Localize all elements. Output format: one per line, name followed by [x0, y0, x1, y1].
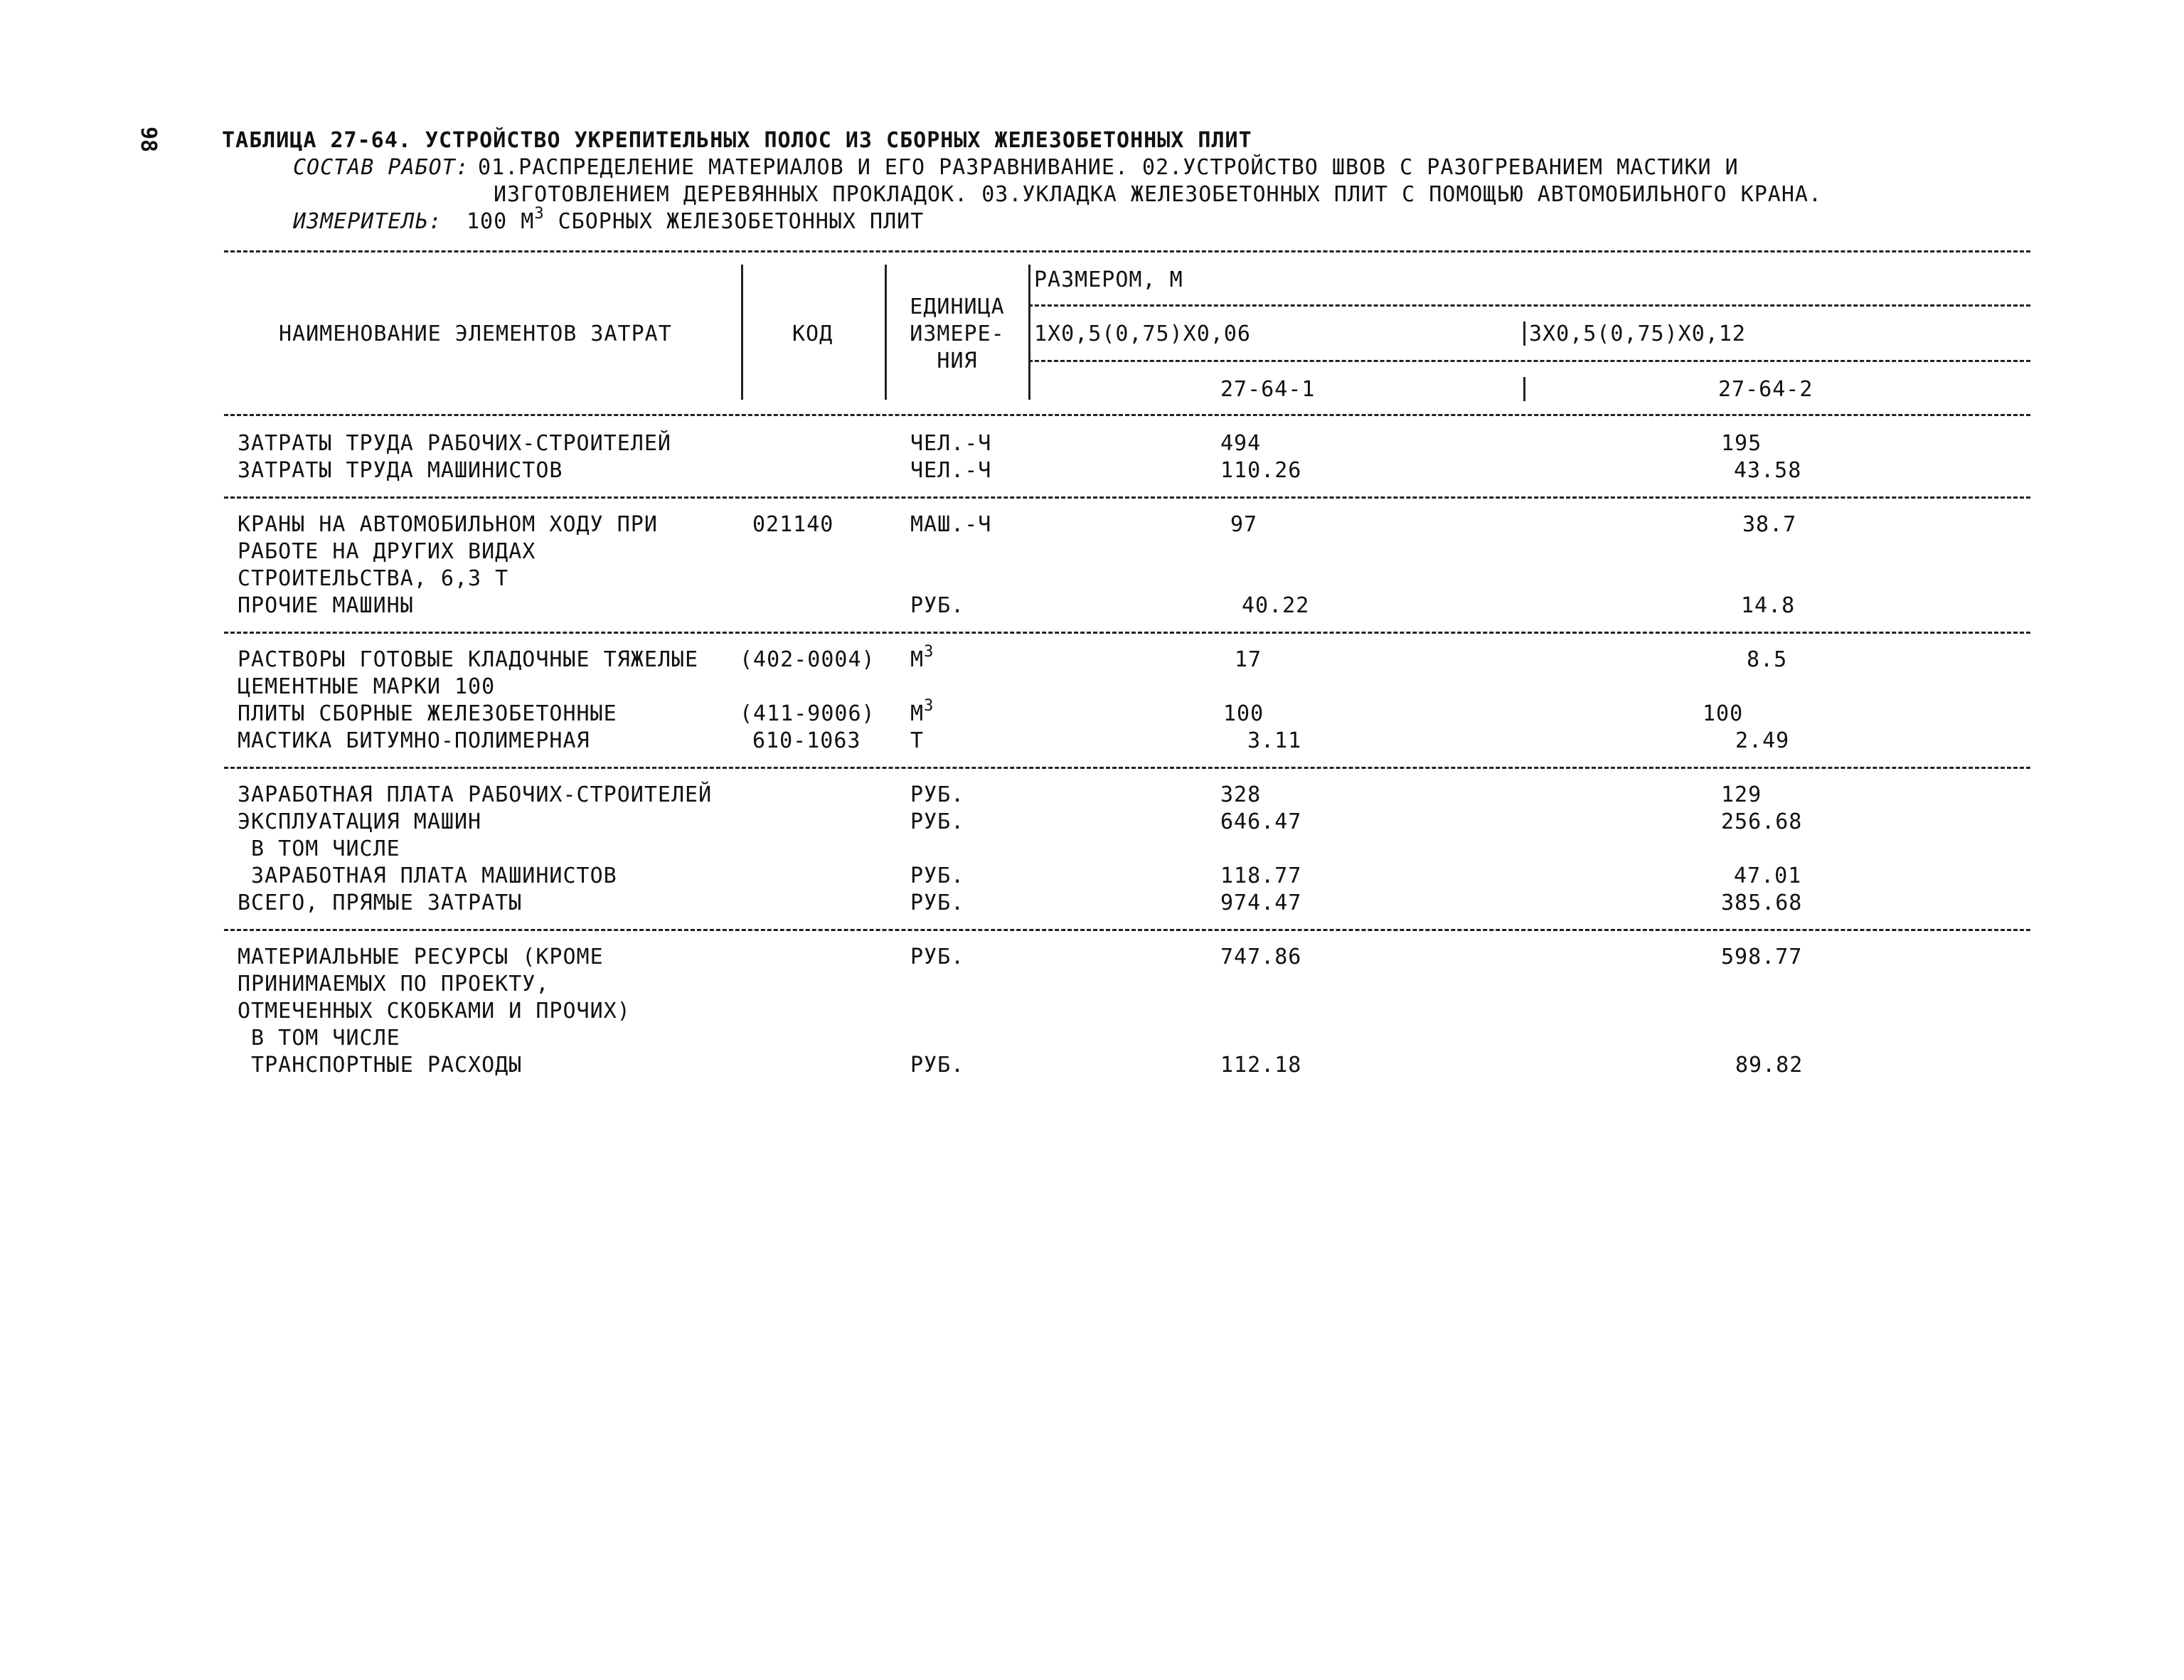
row-value-2: 8.5 [1747, 647, 1788, 672]
row-name: МАТЕРИАЛЬНЫЕ РЕСУРСЫ (КРОМЕ [238, 945, 604, 969]
row-value-1: 110.26 [1220, 458, 1302, 483]
row-value-2: 2.49 [1735, 728, 1790, 753]
row-value-2: 89.82 [1735, 1053, 1804, 1078]
row-name: СТРОИТЕЛЬСТВА, 6,3 Т [238, 566, 509, 591]
size-subheader-rule [1028, 360, 2030, 362]
row-name: ЦЕМЕНТНЫЕ МАРКИ 100 [238, 674, 496, 699]
column-separator-code-unit [885, 265, 887, 400]
row-name: ЗАТРАТЫ ТРУДА РАБОЧИХ-СТРОИТЕЛЕЙ [238, 431, 671, 456]
column-header-unit-line-1: ЕДИНИЦА [910, 294, 1005, 319]
work-composition-line-2: ИЗГОТОВЛЕНИЕМ ДЕРЕВЯННЫХ ПРОКЛАДОК. 03.УКЛАДКА ЖЕЛЕЗОБЕТОННЫХ ПЛИТ С ПОМОЩЬЮ АВТОМОБИЛЬНОГО КРАНА. [494, 182, 1823, 207]
row-value-2: 385.68 [1721, 890, 1803, 915]
row-value-1: 17 [1235, 647, 1262, 672]
row-unit: ЧЕЛ.-Ч [910, 431, 992, 456]
row-name: ПРОЧИЕ МАШИНЫ [238, 593, 414, 618]
work-composition-line-1: 01.РАСПРЕДЕЛЕНИЕ МАТЕРИАЛОВ И ЕГО РАЗРАВНИВАНИЕ. 02.УСТРОЙСТВО ШВОВ С РАЗОГРЕВАНИЕМ МАСТИКИ И [478, 155, 1739, 180]
group-separator-1 [224, 496, 2030, 499]
row-unit: МАШ.-Ч [910, 512, 992, 537]
row-value-1: 974.47 [1220, 890, 1302, 915]
row-value-2: 195 [1721, 431, 1762, 456]
row-name: В ТОМ ЧИСЛЕ [238, 1026, 400, 1051]
row-unit: РУБ. [910, 890, 965, 915]
row-value-2: 38.7 [1742, 512, 1797, 537]
header-bottom-rule [224, 414, 2030, 416]
header-top-rule [224, 250, 2030, 252]
row-unit: Т [910, 728, 925, 753]
row-unit: РУБ. [910, 1053, 965, 1078]
row-unit: РУБ. [910, 863, 965, 888]
row-name: ЗАТРАТЫ ТРУДА МАШИНИСТОВ [238, 458, 563, 483]
row-value-1: 40.22 [1242, 593, 1310, 618]
row-unit: РУБ. [910, 945, 965, 969]
meter-label: ИЗМЕРИТЕЛЬ: [293, 209, 442, 234]
row-value-1: 97 [1230, 512, 1258, 537]
column-separator-name-code [741, 265, 743, 400]
row-value-1: 112.18 [1220, 1053, 1302, 1078]
row-name: ВСЕГО, ПРЯМЫЕ ЗАТРАТЫ [238, 890, 523, 915]
row-value-1: 494 [1220, 431, 1262, 456]
row-unit: РУБ. [910, 809, 965, 834]
row-name: ТРАНСПОРТНЫЕ РАСХОДЫ [238, 1053, 523, 1078]
column-header-code: КОД [792, 321, 833, 346]
row-unit: РУБ. [910, 593, 965, 618]
row-unit: РУБ. [910, 782, 965, 807]
row-name: В ТОМ ЧИСЛЕ [238, 836, 400, 861]
row-unit-sup: 3 [924, 643, 934, 661]
row-value-2: 256.68 [1721, 809, 1803, 834]
row-value-1: 118.77 [1220, 863, 1302, 888]
row-value-1: 100 [1223, 701, 1264, 726]
row-value-2: 100 [1703, 701, 1744, 726]
row-unit-sup: 3 [924, 697, 934, 715]
row-name: РАБОТЕ НА ДРУГИХ ВИДАХ [238, 539, 536, 564]
column-separator-unit-values [1028, 265, 1030, 400]
row-name: ЗАРАБОТНАЯ ПЛАТА МАШИНИСТОВ [238, 863, 617, 888]
row-name: ЭКСПЛУАТАЦИЯ МАШИН [238, 809, 482, 834]
row-unit: ЧЕЛ.-Ч [910, 458, 992, 483]
column-header-size-2: 3Х0,5(0,75)Х0,12 [1529, 321, 1746, 346]
row-value-1: 3.11 [1247, 728, 1302, 753]
row-value-2: 129 [1721, 782, 1762, 807]
column-header-size: РАЗМЕРОМ, М [1034, 267, 1183, 292]
row-name: ЗАРАБОТНАЯ ПЛАТА РАБОЧИХ-СТРОИТЕЛЕЙ [238, 782, 713, 807]
row-value-1: 747.86 [1220, 945, 1302, 969]
column-separator-size [1523, 321, 1525, 346]
size-header-rule [1028, 304, 2030, 307]
row-name: ПРИНИМАЕМЫХ ПО ПРОЕКТУ, [238, 972, 550, 996]
row-value-1: 646.47 [1220, 809, 1302, 834]
row-value-2: 14.8 [1741, 593, 1796, 618]
table-title: ТАБЛИЦА 27-64. УСТРОЙСТВО УКРЕПИТЕЛЬНЫХ ПОЛОС ИЗ СБОРНЫХ ЖЕЛЕЗОБЕТОННЫХ ПЛИТ [222, 128, 1252, 153]
row-unit [910, 643, 934, 675]
group-separator-2 [224, 632, 2030, 634]
column-header-size-1: 1Х0,5(0,75)Х0,06 [1034, 321, 1251, 346]
row-value-1: 328 [1220, 782, 1262, 807]
row-value-2: 598.77 [1721, 945, 1803, 969]
row-code: (411-9006) [740, 701, 875, 726]
column-separator-code [1523, 377, 1525, 401]
group-separator-4 [224, 929, 2030, 931]
row-name: ОТМЕЧЕННЫХ СКОБКАМИ И ПРОЧИХ) [238, 999, 631, 1024]
column-header-name: НАИМЕНОВАНИЕ ЭЛЕМЕНТОВ ЗАТРАТ [279, 321, 672, 346]
row-unit-base: М [910, 647, 925, 672]
column-header-unit-line-3: НИЯ [937, 349, 978, 373]
work-composition-label: СОСТАВ РАБОТ: [293, 155, 469, 180]
row-code: (402-0004) [740, 647, 875, 672]
column-header-code-2: 27-64-2 [1718, 377, 1813, 402]
row-name: РАСТВОРЫ ГОТОВЫЕ КЛАДОЧНЫЕ ТЯЖЕЛЫЕ [238, 647, 699, 672]
meter-value-post: СБОРНЫХ ЖЕЛЕЗОБЕТОННЫХ ПЛИТ [544, 209, 925, 234]
row-name: КРАНЫ НА АВТОМОБИЛЬНОМ ХОДУ ПРИ [238, 512, 658, 537]
row-unit [910, 697, 934, 729]
meter-value-sup: 3 [534, 205, 545, 223]
group-separator-3 [224, 767, 2030, 769]
row-code: 021140 [752, 512, 834, 537]
page-number: 98 [136, 127, 161, 153]
column-header-code-1: 27-64-1 [1220, 377, 1316, 402]
meter-value-pre: 100 М [467, 209, 535, 234]
row-unit-base: М [910, 701, 925, 726]
column-header-unit-line-2: ИЗМЕРЕ- [910, 321, 1005, 346]
row-value-2: 43.58 [1734, 458, 1802, 483]
row-code: 610-1063 [752, 728, 861, 753]
row-name: ПЛИТЫ СБОРНЫЕ ЖЕЛЕЗОБЕТОННЫЕ [238, 701, 617, 726]
row-value-2: 47.01 [1734, 863, 1802, 888]
meter-value [467, 205, 925, 237]
row-name: МАСТИКА БИТУМНО-ПОЛИМЕРНАЯ [238, 728, 590, 753]
